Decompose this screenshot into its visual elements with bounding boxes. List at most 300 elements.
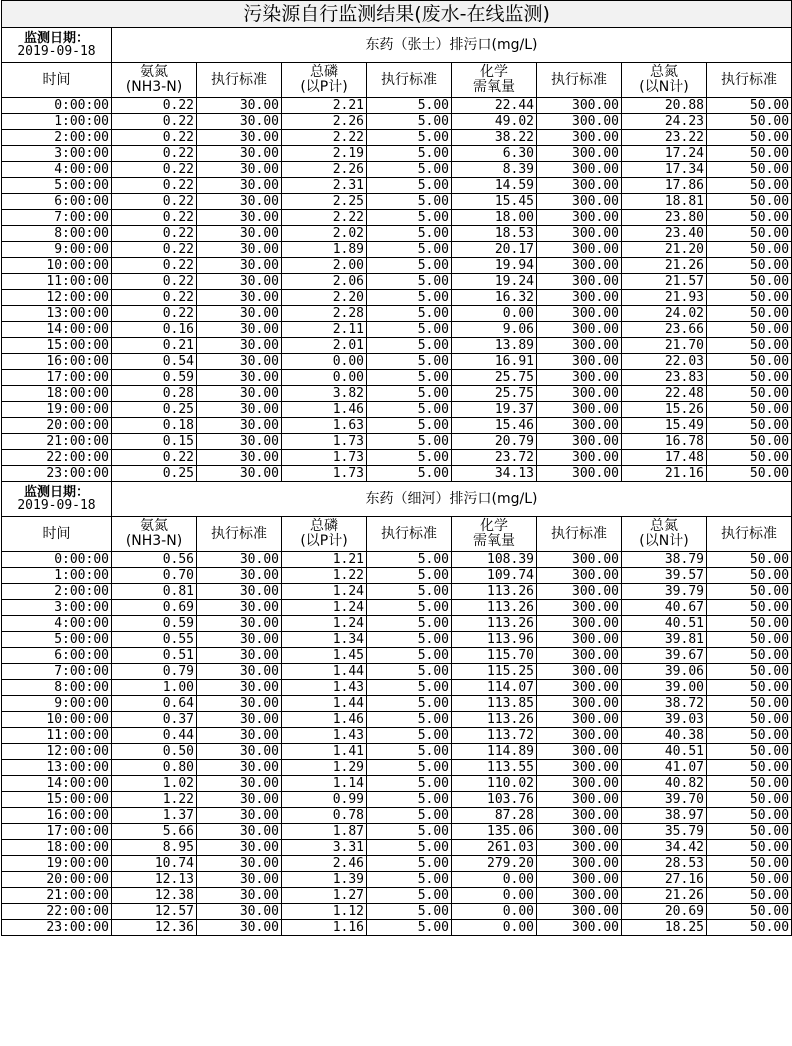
value-cell: 5.00 <box>367 466 452 482</box>
value-cell: 5.00 <box>367 306 452 322</box>
value-cell: 0.64 <box>112 696 197 712</box>
value-cell: 30.00 <box>197 386 282 402</box>
table-row <box>2 290 792 306</box>
time-cell: 12:00:00 <box>2 290 112 306</box>
value-cell: 35.79 <box>622 824 707 840</box>
time-cell: 11:00:00 <box>2 274 112 290</box>
value-cell: 300.00 <box>537 712 622 728</box>
time-cell: 9:00:00 <box>2 696 112 712</box>
value-cell: 0.22 <box>112 274 197 290</box>
value-cell: 16.78 <box>622 434 707 450</box>
value-cell: 5.00 <box>367 274 452 290</box>
value-cell: 300.00 <box>537 904 622 920</box>
value-cell: 50.00 <box>707 552 792 568</box>
time-cell: 19:00:00 <box>2 402 112 418</box>
section-header-row <box>2 28 792 63</box>
time-cell: 12:00:00 <box>2 744 112 760</box>
column-header-line1: 氨氮 <box>140 518 168 534</box>
value-cell: 12.13 <box>112 872 197 888</box>
time-cell: 7:00:00 <box>2 210 112 226</box>
column-header <box>197 63 282 98</box>
time-cell: 8:00:00 <box>2 226 112 242</box>
value-cell: 113.96 <box>452 632 537 648</box>
column-header-line1: 氨氮 <box>140 64 168 80</box>
value-cell: 300.00 <box>537 808 622 824</box>
value-cell: 300.00 <box>537 744 622 760</box>
value-cell: 300.00 <box>537 920 622 936</box>
value-cell: 0.22 <box>112 290 197 306</box>
value-cell: 30.00 <box>197 338 282 354</box>
value-cell: 22.44 <box>452 98 537 114</box>
value-cell: 17.24 <box>622 146 707 162</box>
value-cell: 300.00 <box>537 354 622 370</box>
value-cell: 1.16 <box>282 920 367 936</box>
value-cell: 5.00 <box>367 920 452 936</box>
value-cell: 1.24 <box>282 600 367 616</box>
value-cell: 30.00 <box>197 920 282 936</box>
value-cell: 0.25 <box>112 402 197 418</box>
table-row <box>2 162 792 178</box>
value-cell: 300.00 <box>537 552 622 568</box>
value-cell: 2.21 <box>282 98 367 114</box>
value-cell: 23.72 <box>452 450 537 466</box>
column-header-line2: 需氧量 <box>473 79 515 95</box>
table-row <box>2 274 792 290</box>
column-header-line1: 时间 <box>42 525 71 542</box>
value-cell: 30.00 <box>197 728 282 744</box>
value-cell: 50.00 <box>707 162 792 178</box>
value-cell: 50.00 <box>707 258 792 274</box>
value-cell: 30.00 <box>197 648 282 664</box>
value-cell: 16.91 <box>452 354 537 370</box>
time-cell: 2:00:00 <box>2 584 112 600</box>
value-cell: 30.00 <box>197 552 282 568</box>
value-cell: 17.86 <box>622 178 707 194</box>
table-row <box>2 680 792 696</box>
value-cell: 113.26 <box>452 712 537 728</box>
column-header-line1: 总磷 <box>310 518 338 534</box>
table-row <box>2 210 792 226</box>
value-cell: 5.00 <box>367 760 452 776</box>
table-row <box>2 322 792 338</box>
value-cell: 5.00 <box>367 114 452 130</box>
value-cell: 300.00 <box>537 178 622 194</box>
time-cell: 3:00:00 <box>2 146 112 162</box>
value-cell: 300.00 <box>537 162 622 178</box>
value-cell: 1.73 <box>282 466 367 482</box>
value-cell: 0.81 <box>112 584 197 600</box>
monitoring-date-label: 监测日期： <box>23 31 89 46</box>
column-header-line1: 执行标准 <box>381 525 437 542</box>
value-cell: 300.00 <box>537 242 622 258</box>
value-cell: 115.25 <box>452 664 537 680</box>
table-row <box>2 242 792 258</box>
time-cell: 22:00:00 <box>2 904 112 920</box>
value-cell: 40.82 <box>622 776 707 792</box>
table-row <box>2 904 792 920</box>
value-cell: 5.00 <box>367 856 452 872</box>
time-cell: 11:00:00 <box>2 728 112 744</box>
value-cell: 0.25 <box>112 466 197 482</box>
column-header <box>2 517 112 552</box>
value-cell: 300.00 <box>537 840 622 856</box>
value-cell: 300.00 <box>537 98 622 114</box>
time-cell: 1:00:00 <box>2 568 112 584</box>
table-row <box>2 792 792 808</box>
column-header-line1: 化学 <box>480 518 508 534</box>
value-cell: 50.00 <box>707 402 792 418</box>
table-row <box>2 146 792 162</box>
value-cell: 300.00 <box>537 306 622 322</box>
value-cell: 30.00 <box>197 584 282 600</box>
value-cell: 300.00 <box>537 258 622 274</box>
value-cell: 30.00 <box>197 162 282 178</box>
value-cell: 20.79 <box>452 434 537 450</box>
value-cell: 300.00 <box>537 466 622 482</box>
time-cell: 18:00:00 <box>2 840 112 856</box>
value-cell: 15.45 <box>452 194 537 210</box>
value-cell: 50.00 <box>707 744 792 760</box>
column-header-line1: 执行标准 <box>211 525 267 542</box>
value-cell: 40.38 <box>622 728 707 744</box>
table-row <box>2 616 792 632</box>
value-cell: 12.57 <box>112 904 197 920</box>
value-cell: 14.59 <box>452 178 537 194</box>
table-row <box>2 178 792 194</box>
value-cell: 50.00 <box>707 872 792 888</box>
value-cell: 15.49 <box>622 418 707 434</box>
value-cell: 5.00 <box>367 680 452 696</box>
time-cell: 16:00:00 <box>2 808 112 824</box>
table-row <box>2 872 792 888</box>
value-cell: 1.14 <box>282 776 367 792</box>
value-cell: 50.00 <box>707 338 792 354</box>
value-cell: 50.00 <box>707 920 792 936</box>
value-cell: 30.00 <box>197 242 282 258</box>
value-cell: 12.36 <box>112 920 197 936</box>
table-row <box>2 98 792 114</box>
value-cell: 2.02 <box>282 226 367 242</box>
time-cell: 22:00:00 <box>2 450 112 466</box>
table-row <box>2 466 792 482</box>
value-cell: 5.00 <box>367 450 452 466</box>
value-cell: 1.89 <box>282 242 367 258</box>
value-cell: 50.00 <box>707 146 792 162</box>
value-cell: 2.26 <box>282 162 367 178</box>
value-cell: 5.00 <box>367 904 452 920</box>
table-row <box>2 370 792 386</box>
value-cell: 30.00 <box>197 856 282 872</box>
table-row <box>2 354 792 370</box>
value-cell: 300.00 <box>537 664 622 680</box>
table-row <box>2 402 792 418</box>
column-header <box>622 63 707 98</box>
value-cell: 5.00 <box>367 194 452 210</box>
time-cell: 4:00:00 <box>2 616 112 632</box>
value-cell: 30.00 <box>197 114 282 130</box>
value-cell: 50.00 <box>707 584 792 600</box>
table-row <box>2 648 792 664</box>
value-cell: 300.00 <box>537 600 622 616</box>
value-cell: 0.59 <box>112 616 197 632</box>
table-row <box>2 130 792 146</box>
value-cell: 5.00 <box>367 712 452 728</box>
value-cell: 50.00 <box>707 680 792 696</box>
value-cell: 18.00 <box>452 210 537 226</box>
value-cell: 2.11 <box>282 322 367 338</box>
time-cell: 8:00:00 <box>2 680 112 696</box>
table-row <box>2 600 792 616</box>
table-row <box>2 226 792 242</box>
value-cell: 0.22 <box>112 194 197 210</box>
value-cell: 50.00 <box>707 904 792 920</box>
value-cell: 300.00 <box>537 210 622 226</box>
time-cell: 15:00:00 <box>2 338 112 354</box>
value-cell: 30.00 <box>197 370 282 386</box>
value-cell: 50.00 <box>707 792 792 808</box>
value-cell: 300.00 <box>537 648 622 664</box>
value-cell: 113.26 <box>452 600 537 616</box>
value-cell: 5.00 <box>367 728 452 744</box>
table-row <box>2 840 792 856</box>
column-header-line1: 执行标准 <box>381 71 437 88</box>
time-cell: 3:00:00 <box>2 600 112 616</box>
value-cell: 50.00 <box>707 130 792 146</box>
value-cell: 30.00 <box>197 130 282 146</box>
table-row <box>2 584 792 600</box>
column-header <box>282 517 367 552</box>
time-cell: 13:00:00 <box>2 760 112 776</box>
value-cell: 1.87 <box>282 824 367 840</box>
value-cell: 5.00 <box>367 98 452 114</box>
value-cell: 0.22 <box>112 114 197 130</box>
value-cell: 5.00 <box>367 824 452 840</box>
value-cell: 30.00 <box>197 98 282 114</box>
value-cell: 38.79 <box>622 552 707 568</box>
value-cell: 30.00 <box>197 258 282 274</box>
value-cell: 300.00 <box>537 114 622 130</box>
value-cell: 87.28 <box>452 808 537 824</box>
value-cell: 0.55 <box>112 632 197 648</box>
value-cell: 8.95 <box>112 840 197 856</box>
value-cell: 5.00 <box>367 776 452 792</box>
value-cell: 1.44 <box>282 664 367 680</box>
table-row <box>2 856 792 872</box>
value-cell: 50.00 <box>707 370 792 386</box>
value-cell: 0.22 <box>112 306 197 322</box>
value-cell: 0.99 <box>282 792 367 808</box>
value-cell: 50.00 <box>707 434 792 450</box>
value-cell: 30.00 <box>197 600 282 616</box>
value-cell: 30.00 <box>197 888 282 904</box>
value-cell: 300.00 <box>537 402 622 418</box>
value-cell: 5.00 <box>367 568 452 584</box>
value-cell: 30.00 <box>197 194 282 210</box>
value-cell: 115.70 <box>452 648 537 664</box>
value-cell: 38.22 <box>452 130 537 146</box>
value-cell: 300.00 <box>537 434 622 450</box>
value-cell: 50.00 <box>707 856 792 872</box>
value-cell: 261.03 <box>452 840 537 856</box>
value-cell: 300.00 <box>537 290 622 306</box>
column-header-line1: 总氮 <box>650 518 678 534</box>
value-cell: 30.00 <box>197 712 282 728</box>
column-header <box>452 517 537 552</box>
value-cell: 21.70 <box>622 338 707 354</box>
time-cell: 16:00:00 <box>2 354 112 370</box>
value-cell: 1.73 <box>282 434 367 450</box>
value-cell: 1.46 <box>282 712 367 728</box>
value-cell: 30.00 <box>197 904 282 920</box>
value-cell: 0.59 <box>112 370 197 386</box>
table-row <box>2 824 792 840</box>
value-cell: 24.02 <box>622 306 707 322</box>
value-cell: 300.00 <box>537 226 622 242</box>
value-cell: 300.00 <box>537 370 622 386</box>
value-cell: 300.00 <box>537 418 622 434</box>
time-cell: 17:00:00 <box>2 824 112 840</box>
value-cell: 300.00 <box>537 888 622 904</box>
value-cell: 50.00 <box>707 418 792 434</box>
value-cell: 2.20 <box>282 290 367 306</box>
value-cell: 1.63 <box>282 418 367 434</box>
value-cell: 0.54 <box>112 354 197 370</box>
column-header-line1: 总磷 <box>310 64 338 80</box>
value-cell: 30.00 <box>197 680 282 696</box>
value-cell: 50.00 <box>707 306 792 322</box>
value-cell: 24.23 <box>622 114 707 130</box>
time-cell: 7:00:00 <box>2 664 112 680</box>
value-cell: 300.00 <box>537 680 622 696</box>
value-cell: 300.00 <box>537 338 622 354</box>
column-header <box>197 517 282 552</box>
value-cell: 50.00 <box>707 290 792 306</box>
column-header-line2: (以P计) <box>300 533 348 549</box>
time-cell: 21:00:00 <box>2 434 112 450</box>
value-cell: 1.37 <box>112 808 197 824</box>
value-cell: 0.80 <box>112 760 197 776</box>
value-cell: 23.83 <box>622 370 707 386</box>
value-cell: 50.00 <box>707 632 792 648</box>
value-cell: 28.53 <box>622 856 707 872</box>
value-cell: 1.41 <box>282 744 367 760</box>
value-cell: 21.93 <box>622 290 707 306</box>
column-header <box>367 63 452 98</box>
value-cell: 0.70 <box>112 568 197 584</box>
value-cell: 1.43 <box>282 728 367 744</box>
value-cell: 0.78 <box>282 808 367 824</box>
value-cell: 5.00 <box>367 146 452 162</box>
time-cell: 2:00:00 <box>2 130 112 146</box>
value-cell: 1.24 <box>282 584 367 600</box>
value-cell: 30.00 <box>197 354 282 370</box>
time-cell: 5:00:00 <box>2 178 112 194</box>
table-row <box>2 632 792 648</box>
column-header <box>282 63 367 98</box>
value-cell: 5.00 <box>367 322 452 338</box>
value-cell: 25.75 <box>452 386 537 402</box>
column-header-row <box>2 517 792 552</box>
value-cell: 50.00 <box>707 776 792 792</box>
value-cell: 0.16 <box>112 322 197 338</box>
value-cell: 5.00 <box>367 402 452 418</box>
monitoring-results-table <box>1 0 792 936</box>
value-cell: 18.81 <box>622 194 707 210</box>
table-row <box>2 760 792 776</box>
value-cell: 15.26 <box>622 402 707 418</box>
value-cell: 50.00 <box>707 322 792 338</box>
column-header <box>2 63 112 98</box>
value-cell: 1.29 <box>282 760 367 776</box>
value-cell: 300.00 <box>537 872 622 888</box>
value-cell: 3.31 <box>282 840 367 856</box>
column-header-line1: 总氮 <box>650 64 678 80</box>
value-cell: 50.00 <box>707 226 792 242</box>
table-row <box>2 744 792 760</box>
monitoring-date <box>2 28 112 63</box>
value-cell: 300.00 <box>537 776 622 792</box>
time-cell: 6:00:00 <box>2 194 112 210</box>
value-cell: 30.00 <box>197 418 282 434</box>
value-cell: 0.22 <box>112 450 197 466</box>
time-cell: 18:00:00 <box>2 386 112 402</box>
value-cell: 18.53 <box>452 226 537 242</box>
value-cell: 30.00 <box>197 568 282 584</box>
value-cell: 12.38 <box>112 888 197 904</box>
value-cell: 2.31 <box>282 178 367 194</box>
outlet-name: 东药（细河）排污口(mg/L) <box>112 482 792 517</box>
value-cell: 279.20 <box>452 856 537 872</box>
value-cell: 39.70 <box>622 792 707 808</box>
value-cell: 2.46 <box>282 856 367 872</box>
value-cell: 113.26 <box>452 584 537 600</box>
monitoring-date <box>2 482 112 517</box>
time-cell: 6:00:00 <box>2 648 112 664</box>
value-cell: 0.00 <box>282 370 367 386</box>
value-cell: 30.00 <box>197 840 282 856</box>
value-cell: 40.67 <box>622 600 707 616</box>
value-cell: 0.18 <box>112 418 197 434</box>
value-cell: 300.00 <box>537 824 622 840</box>
value-cell: 41.07 <box>622 760 707 776</box>
value-cell: 5.00 <box>367 632 452 648</box>
value-cell: 15.46 <box>452 418 537 434</box>
value-cell: 30.00 <box>197 664 282 680</box>
value-cell: 9.06 <box>452 322 537 338</box>
value-cell: 30.00 <box>197 696 282 712</box>
value-cell: 50.00 <box>707 210 792 226</box>
value-cell: 0.69 <box>112 600 197 616</box>
column-header-line2: (以N计) <box>639 533 689 549</box>
value-cell: 21.20 <box>622 242 707 258</box>
value-cell: 1.43 <box>282 680 367 696</box>
value-cell: 0.22 <box>112 146 197 162</box>
value-cell: 49.02 <box>452 114 537 130</box>
value-cell: 30.00 <box>197 290 282 306</box>
table-row <box>2 450 792 466</box>
value-cell: 40.51 <box>622 744 707 760</box>
time-cell: 23:00:00 <box>2 920 112 936</box>
value-cell: 300.00 <box>537 146 622 162</box>
value-cell: 50.00 <box>707 600 792 616</box>
time-cell: 13:00:00 <box>2 306 112 322</box>
time-cell: 9:00:00 <box>2 242 112 258</box>
value-cell: 30.00 <box>197 776 282 792</box>
value-cell: 0.37 <box>112 712 197 728</box>
column-header-line1: 执行标准 <box>551 525 607 542</box>
table-row <box>2 728 792 744</box>
column-header-line1: 执行标准 <box>211 71 267 88</box>
